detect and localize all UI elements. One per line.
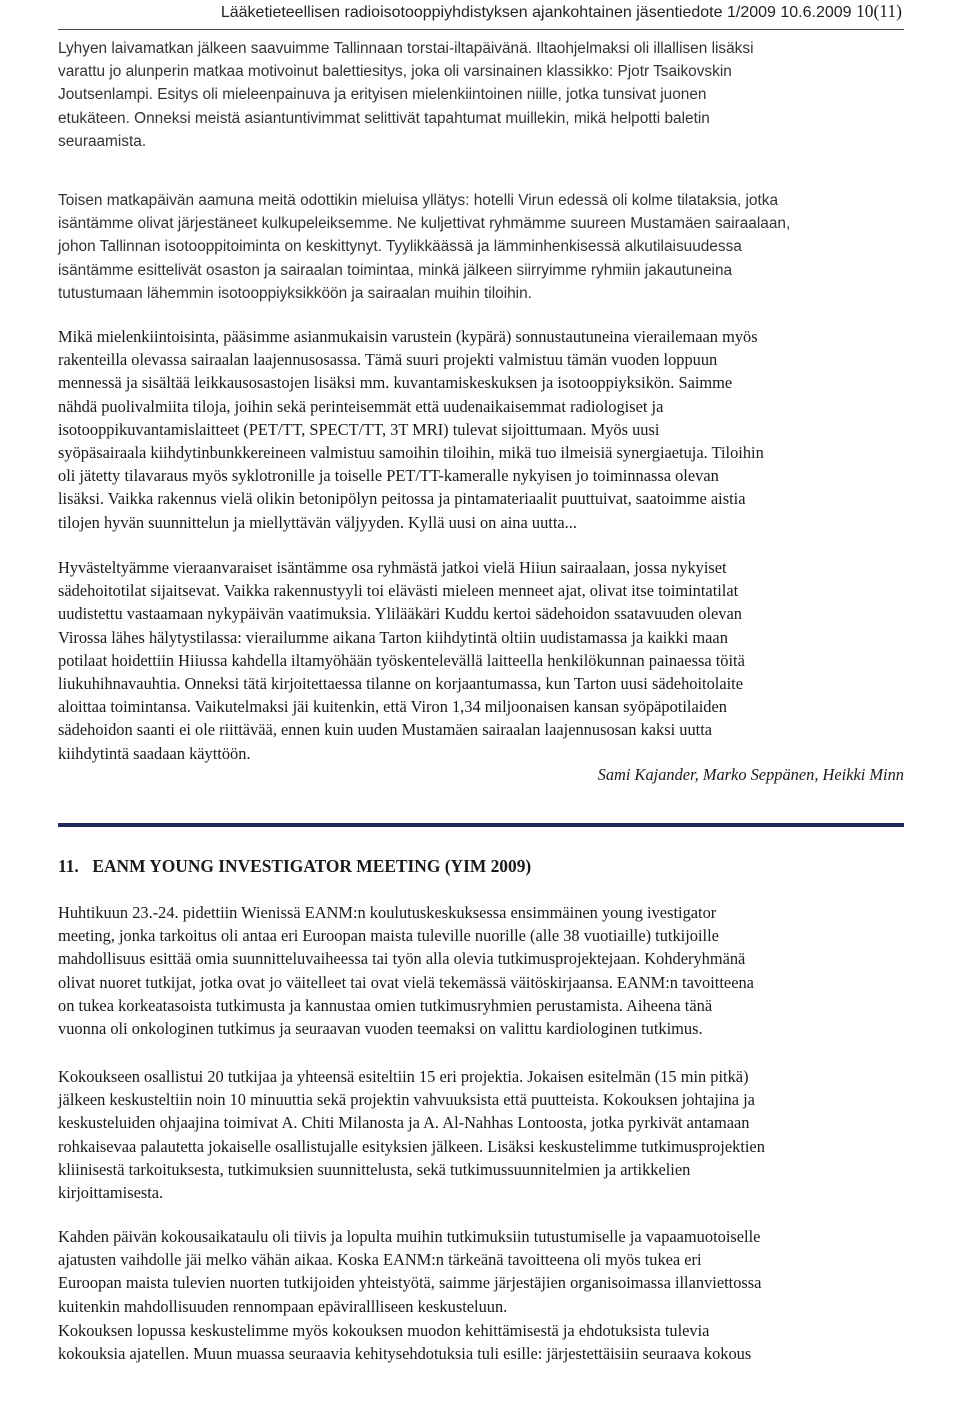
page-number: 10(11) [855, 1, 902, 21]
section-number: 11. [58, 856, 79, 876]
header-line [221, 1, 902, 22]
section-paragraph-1: Huhtikuun 23.-24. pidettiin Wienissä EANM:n koulutuskeskuksessa ensimmäinen young ivestigator meeting, jonka tarkoitus oli antaa eri Euroopan maista tuleville nuorille (alle 38 vuotiaille) tutkijoille mahdollisuus esittää omia suunnitteluvaiheessa tai työn alla olevia tutkimusprojektejaan. Kohderyhmänä olivat nuoret tutkijat, jotka ovat jo väitelleet tai ovat vielä tekemässä väitöskirjaansa. EANM:n tavoitteena on tukea korkeatasoista tutkimusta ja kannustaa omien tutkimusryhmien perustamista. Aiheena tänä vuonna oli onkologinen tutkimus ja seuraavan vuoden teemaksi on valittu kardiologinen tutkimus. [58, 903, 754, 1039]
author-signature: Sami Kajander, Marko Seppänen, Heikki Minn [597, 765, 904, 784]
article-paragraph-4: Hyvästeltyämme vieraanvaraiset isäntämme osa ryhmästä jatkoi vielä Hiiun sairaalaan, jossa nykyiset sädehoitotilat sijaitsevat. Vaikka rakennustyyli toi elävästi mieleen menneet ajat, olivat itse toimintatilat uudistettu vastaamaan nykypäivän vaatimuksia. Ylilääkäri Kuddu kertoi sädehoidon ssatavuuden olevan Virossa lähes hälytystilassa: vierailumme aikana Tarton kiihdytintä oltiin uudistamassa ja kaikki maan potilaat hoidettiin Hiiussa kahdella iltamyöhään työskentelevällä laitteella henkilökunnan painaessa töitä liukuhihnavauhtia. Onneksi tätä kirjoitettaessa tilanne on korjaantumassa, kun Tarton uusi sädehoitolaite aloittaa toimintansa. Vaikutelmaksi jäi kuitenkin, että Viron 1,34 miljoonaisen kansan syöpäpotilaiden sädehoidon saanti ei ole riittävää, ennen kuin uuden Mustamäen sairaalan laajennusosan kaksi uutta kiihdytintä saadaan käyttöön. [58, 558, 745, 763]
page-header [58, 0, 904, 30]
section-heading [58, 856, 531, 877]
article-paragraph-2: Toisen matkapäivän aamuna meitä odottikin mieluisa yllätys: hotelli Virun edessä oli kolme tilataksia, jotka isäntämme olivat järjestäneet kulkupeleiksemme. Ne kuljettivat ryhmämme suureen Mustamäen sairaalaan, johon Tallinnan isotooppitoiminta on keskittynyt. Tyylikkäässä ja lämminhenkisessä alkutilaisuudessa isäntämme esittelivät osaston ja sairaalan toimintaa, minkä jälkeen siirryimme ryhmiin jakautuneina tutustumaan lähemmin isotooppiyksikköön ja sairaalan muihin tiloihin. [58, 192, 791, 302]
article-paragraph-3: Mikä mielenkiintoisinta, pääsimme asianmukaisin varustein (kypärä) sonnustautuneina vierailemaan myös rakenteilla olevassa sairaalan laajennusosassa. Tämä suuri projekti valmistuu tämän vuoden loppuun mennessä ja sisältää leikkausosastojen lisäksi mm. kuvantamiskeskuksen ja isotooppiyksikön. Saimme nähdä puolivalmiita tiloja, joihin sekä perinteisemmät että uudenaikaisemmat radiologiset ja isotooppikuvantamislaitteet (PET/TT, SPECT/TT, 3T MRI) tulevat sijoittumaan. Myös uusi syöpäsairaala kiihdytinbunkkereineen valmistuu samoihin tiloihin, mikä tuo ilmeisiä synergiaetuja. Tiloihin oli jätetty tilavaraus myös syklotronille ja toiselle PET/TT-kameralle nykyisen jo toiminnassa olevan lisäksi. Vaikka rakennus vielä olikin betonipölyn peitossa ja pintamateriaalit puuttuivat, saatoimme aistia tilojen hyvän suunnittelun ja miellyttävän väljyyden. Kyllä uusi on aina uutta... [58, 327, 764, 532]
section-paragraph-3: Kahden päivän kokousaikataulu oli tiivis ja lopulta muihin tutkimuksiin tutustumiselle ja vapaamuotoiselle ajatusten vaihdolle jäi melko vähän aikaa. Koska EANM:n tärkeänä tavoitteena oli myös tukea eri Euroopan maista tulevien nuorten tutkijoiden yhteistyötä, saimme järjestäjien organisoimassa illanviettossa kuitenkin mahdollisuuden rennompaan epävirallliseen keskusteluun. [58, 1227, 762, 1316]
section-paragraph-2: Kokoukseen osallistui 20 tutkijaa ja yhteensä esiteltiin 15 eri projektia. Jokaisen esitelmän (15 min pitkä) jälkeen keskusteltiin noin 10 minuuttia sekä projektin vahvuuksista että puutteista. Kokouksen johtajina ja keskusteluiden ohjaajina toimivat A. Chiti Milanosta ja A. Al-Nahhas Lontoosta, jotka pyrkivät antamaan rohkaisevaa palautetta jokaiselle osallistujalle esityksien jälkeen. Lisäksi keskustelimme tutkimusprojektien kliinisestä tarkoituksesta, tutkimuksien suunnittelusta, sekä tutkimussuunnitelmien ja artikkelien kirjoittamisesta. [58, 1067, 765, 1203]
article-paragraph-1: Lyhyen laivamatkan jälkeen saavuimme Tallinnaan torstai-iltapäivänä. Iltaohjelmaksi oli illallisen lisäksi varattu jo alunperin matkaa motivoinut balettiesitys, joka oli varsinainen klassikko: Pjotr Tsaikovskin Joutsenlampi. Esitys oli mieleenpainuva ja erityisen mielenkiintoinen niille, jotka tunsivat juonen etukäteen. Onneksi meistä asiantuntivimmat selittivät tapahtumat muillekin, mikä helpotti baletin seuraamista. [58, 40, 754, 150]
newsletter-title: Lääketieteellisen radioisotooppiyhdistyksen ajankohtainen jäsentiedote 1/2009 10.6.2009 [220, 4, 852, 21]
section-paragraph-4: Kokouksen lopussa keskustelimme myös kokouksen muodon kehittämisestä ja ehdotuksista tulevia kokouksia ajatellen. Muun muassa seuraavia kehitysehdotuksia tuli esille: järjestettäisiin seuraava kokous [58, 1321, 752, 1364]
section-divider [58, 823, 904, 827]
section-title: EANM YOUNG INVESTIGATOR MEETING (YIM 2009) [92, 856, 532, 876]
